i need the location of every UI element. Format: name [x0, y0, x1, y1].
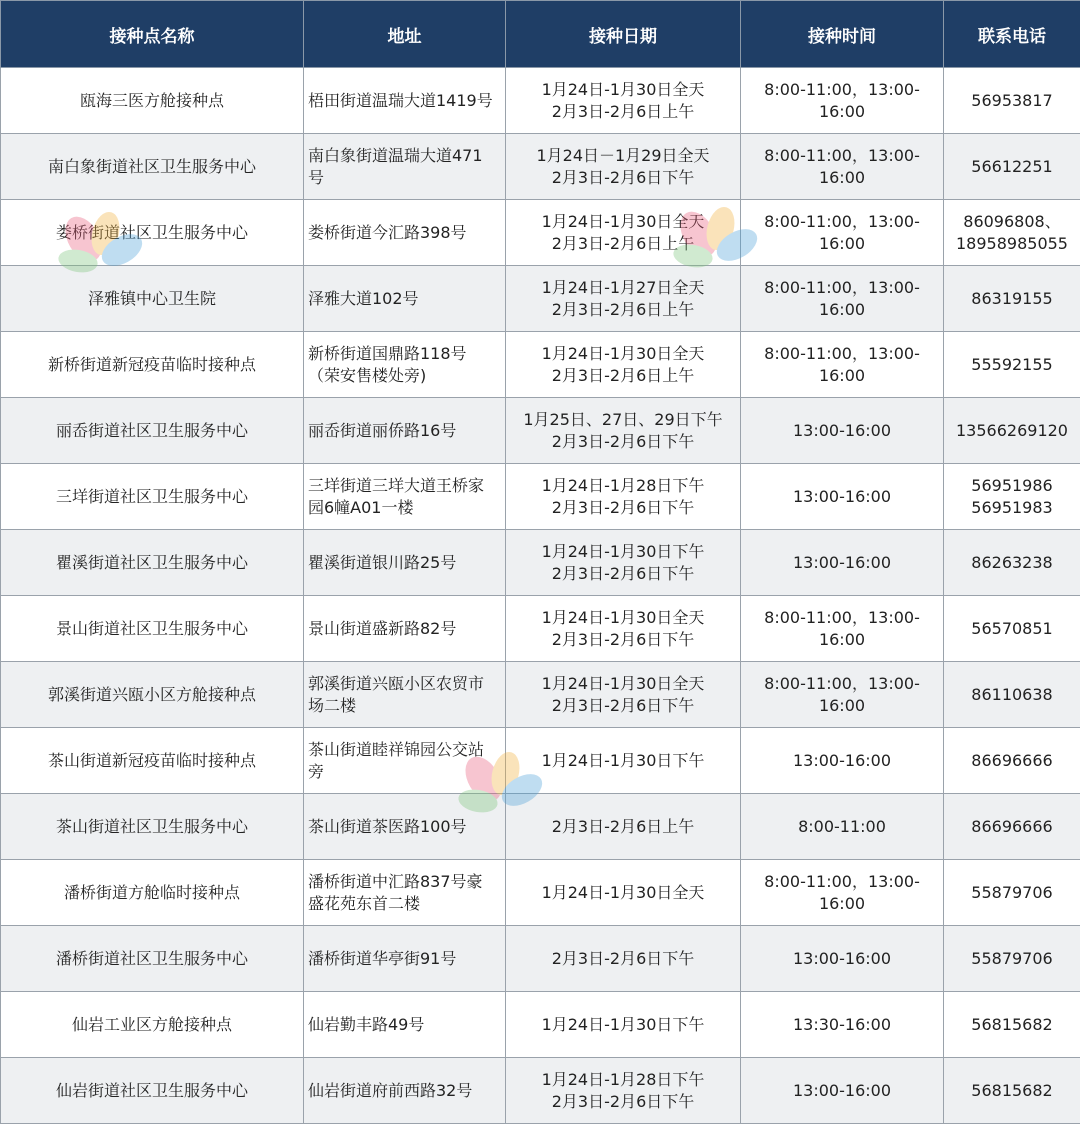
table-body	[1, 68, 1080, 1124]
address-cell	[304, 860, 506, 926]
time-cell: 13:00-16:00	[741, 728, 944, 794]
table-row	[1, 596, 1080, 662]
date-line: 1月24日-1月28日下午	[541, 475, 705, 495]
address-line: 旁	[308, 761, 325, 781]
header-address: 地址	[304, 1, 506, 68]
date-line: 2月3日-2月6日下午	[551, 948, 695, 968]
date-line: 1月24日-1月30日全天	[541, 882, 705, 902]
address-line: 南白象街道温瑞大道471	[308, 145, 483, 165]
site-name-cell: 娄桥街道社区卫生服务中心	[1, 200, 304, 266]
address-line: 场二楼	[308, 695, 357, 715]
date-line: 1月24日-1月30日全天	[541, 211, 705, 231]
phone-line: 56953817	[971, 90, 1053, 110]
phone-line: 86696666	[971, 816, 1053, 836]
address-line: 郭溪街道兴瓯小区农贸市	[308, 673, 485, 693]
phone-line: 55879706	[971, 882, 1053, 902]
date-cell	[506, 200, 741, 266]
address-cell	[304, 728, 506, 794]
date-line: 1月24日-1月30日下午	[541, 750, 705, 770]
phone-line: 86096808、	[963, 211, 1061, 231]
address-line: 茶山街道睦祥锦园公交站	[308, 739, 485, 759]
address-cell	[304, 794, 506, 860]
table-row	[1, 860, 1080, 926]
phone-cell	[944, 530, 1080, 596]
table-row	[1, 728, 1080, 794]
phone-line: 56951986	[971, 475, 1053, 495]
address-line: 娄桥街道今汇路398号	[308, 222, 467, 242]
phone-cell	[944, 926, 1080, 992]
table-row	[1, 398, 1080, 464]
date-cell	[506, 794, 741, 860]
address-cell	[304, 530, 506, 596]
site-name-cell: 茶山街道新冠疫苗临时接种点	[1, 728, 304, 794]
time-cell: 13:30-16:00	[741, 992, 944, 1058]
address-line: 三垟街道三垟大道王桥家	[308, 475, 485, 495]
site-name-cell: 仙岩工业区方舱接种点	[1, 992, 304, 1058]
date-line: 2月3日-2月6日下午	[551, 629, 695, 649]
phone-cell	[944, 134, 1080, 200]
phone-cell	[944, 794, 1080, 860]
address-cell	[304, 68, 506, 134]
address-cell	[304, 266, 506, 332]
phone-line: 56951983	[971, 497, 1053, 517]
header-phone: 联系电话	[944, 1, 1080, 68]
table-row	[1, 992, 1080, 1058]
phone-cell	[944, 1058, 1080, 1124]
address-cell	[304, 200, 506, 266]
address-line: 仙岩街道府前西路32号	[308, 1080, 473, 1100]
address-cell	[304, 398, 506, 464]
phone-cell	[944, 398, 1080, 464]
phone-line: 55592155	[971, 354, 1053, 374]
time-cell: 13:00-16:00	[741, 926, 944, 992]
phone-line: 18958985055	[956, 233, 1068, 253]
site-name-cell: 茶山街道社区卫生服务中心	[1, 794, 304, 860]
table-row	[1, 926, 1080, 992]
phone-cell	[944, 332, 1080, 398]
date-line: 2月3日-2月6日上午	[551, 816, 695, 836]
date-cell	[506, 926, 741, 992]
phone-cell	[944, 728, 1080, 794]
time-cell: 8:00-11:00，13:00-16:00	[741, 134, 944, 200]
header-time: 接种时间	[741, 1, 944, 68]
date-cell	[506, 266, 741, 332]
phone-line: 55879706	[971, 948, 1053, 968]
address-line: 园6幢A01一楼	[308, 497, 414, 517]
date-line: 2月3日-2月6日下午	[551, 1091, 695, 1111]
address-cell	[304, 926, 506, 992]
date-line: 2月3日-2月6日下午	[551, 167, 695, 187]
time-cell: 8:00-11:00，13:00-16:00	[741, 596, 944, 662]
phone-cell	[944, 662, 1080, 728]
phone-line: 56815682	[971, 1080, 1053, 1100]
date-line: 2月3日-2月6日下午	[551, 497, 695, 517]
address-line: 景山街道盛新路82号	[308, 618, 457, 638]
time-cell: 8:00-11:00	[741, 794, 944, 860]
phone-line: 56612251	[971, 156, 1053, 176]
date-cell	[506, 596, 741, 662]
date-line: 1月24日-1月30日全天	[541, 607, 705, 627]
table-row	[1, 200, 1080, 266]
date-line: 1月24日-1月30日下午	[541, 1014, 705, 1034]
header-site-name: 接种点名称	[1, 1, 304, 68]
date-line: 2月3日-2月6日下午	[551, 431, 695, 451]
phone-line: 86696666	[971, 750, 1053, 770]
phone-line: 86263238	[971, 552, 1053, 572]
time-cell: 8:00-11:00，13:00-16:00	[741, 332, 944, 398]
date-cell	[506, 332, 741, 398]
date-cell	[506, 398, 741, 464]
table-row	[1, 1058, 1080, 1124]
address-line: （荣安售楼处旁)	[308, 365, 427, 385]
site-name-cell: 泽雅镇中心卫生院	[1, 266, 304, 332]
date-line: 2月3日-2月6日下午	[551, 695, 695, 715]
address-cell	[304, 992, 506, 1058]
date-line: 2月3日-2月6日上午	[551, 299, 695, 319]
address-line: 丽岙街道丽侨路16号	[308, 420, 457, 440]
phone-line: 13566269120	[956, 420, 1068, 440]
date-line: 2月3日-2月6日上午	[551, 233, 695, 253]
time-cell: 13:00-16:00	[741, 530, 944, 596]
time-cell: 8:00-11:00，13:00-16:00	[741, 662, 944, 728]
phone-line: 56815682	[971, 1014, 1053, 1034]
date-cell	[506, 530, 741, 596]
address-line: 仙岩勤丰路49号	[308, 1014, 425, 1034]
date-cell	[506, 68, 741, 134]
address-line: 梧田街道温瑞大道1419号	[308, 90, 493, 110]
address-cell	[304, 332, 506, 398]
header-date: 接种日期	[506, 1, 741, 68]
site-name-cell: 潘桥街道方舱临时接种点	[1, 860, 304, 926]
date-cell	[506, 992, 741, 1058]
time-cell: 13:00-16:00	[741, 398, 944, 464]
address-cell	[304, 464, 506, 530]
date-cell	[506, 662, 741, 728]
site-name-cell: 潘桥街道社区卫生服务中心	[1, 926, 304, 992]
date-cell	[506, 728, 741, 794]
address-line: 号	[308, 167, 325, 187]
date-cell	[506, 1058, 741, 1124]
phone-cell	[944, 860, 1080, 926]
site-name-cell: 丽岙街道社区卫生服务中心	[1, 398, 304, 464]
date-line: 1月24日-1月27日全天	[541, 277, 705, 297]
address-line: 盛花苑东首二楼	[308, 893, 421, 913]
date-cell	[506, 134, 741, 200]
address-cell	[304, 662, 506, 728]
site-name-cell: 瓯海三医方舱接种点	[1, 68, 304, 134]
site-name-cell: 郭溪街道兴瓯小区方舱接种点	[1, 662, 304, 728]
date-line: 2月3日-2月6日上午	[551, 101, 695, 121]
address-line: 新桥街道国鼎路118号	[308, 343, 467, 363]
phone-cell	[944, 596, 1080, 662]
phone-line: 56570851	[971, 618, 1053, 638]
phone-line: 86110638	[971, 684, 1053, 704]
phone-cell	[944, 992, 1080, 1058]
table-row	[1, 134, 1080, 200]
address-line: 瞿溪街道银川路25号	[308, 552, 457, 572]
phone-line: 86319155	[971, 288, 1053, 308]
site-name-cell: 仙岩街道社区卫生服务中心	[1, 1058, 304, 1124]
time-cell: 13:00-16:00	[741, 464, 944, 530]
date-cell	[506, 464, 741, 530]
site-name-cell: 新桥街道新冠疫苗临时接种点	[1, 332, 304, 398]
date-line: 1月24日-1月30日全天	[541, 673, 705, 693]
table-row	[1, 464, 1080, 530]
phone-cell	[944, 200, 1080, 266]
address-cell	[304, 1058, 506, 1124]
address-cell	[304, 134, 506, 200]
address-line: 潘桥街道华亭街91号	[308, 948, 457, 968]
phone-cell	[944, 68, 1080, 134]
date-line: 2月3日-2月6日上午	[551, 365, 695, 385]
time-cell: 8:00-11:00，13:00-16:00	[741, 68, 944, 134]
time-cell: 8:00-11:00，13:00-16:00	[741, 200, 944, 266]
address-line: 泽雅大道102号	[308, 288, 419, 308]
date-line: 1月24日－1月29日全天	[536, 145, 710, 165]
date-line: 1月24日-1月30日下午	[541, 541, 705, 561]
date-line: 1月24日-1月30日全天	[541, 343, 705, 363]
phone-cell	[944, 464, 1080, 530]
site-name-cell: 瞿溪街道社区卫生服务中心	[1, 530, 304, 596]
table-header-row	[1, 1, 1080, 68]
address-cell	[304, 596, 506, 662]
table-row	[1, 530, 1080, 596]
site-name-cell: 景山街道社区卫生服务中心	[1, 596, 304, 662]
time-cell: 8:00-11:00，13:00-16:00	[741, 860, 944, 926]
table-row	[1, 266, 1080, 332]
table-row	[1, 332, 1080, 398]
table-row	[1, 794, 1080, 860]
date-line: 2月3日-2月6日下午	[551, 563, 695, 583]
address-line: 茶山街道茶医路100号	[308, 816, 467, 836]
date-cell	[506, 860, 741, 926]
date-line: 1月24日-1月28日下午	[541, 1069, 705, 1089]
date-line: 1月25日、27日、29日下午	[523, 409, 723, 429]
site-name-cell: 三垟街道社区卫生服务中心	[1, 464, 304, 530]
time-cell: 8:00-11:00，13:00-16:00	[741, 266, 944, 332]
address-line: 潘桥街道中汇路837号豪	[308, 871, 483, 891]
site-name-cell: 南白象街道社区卫生服务中心	[1, 134, 304, 200]
phone-cell	[944, 266, 1080, 332]
table-row	[1, 662, 1080, 728]
time-cell: 13:00-16:00	[741, 1058, 944, 1124]
table-row	[1, 68, 1080, 134]
date-line: 1月24日-1月30日全天	[541, 79, 705, 99]
